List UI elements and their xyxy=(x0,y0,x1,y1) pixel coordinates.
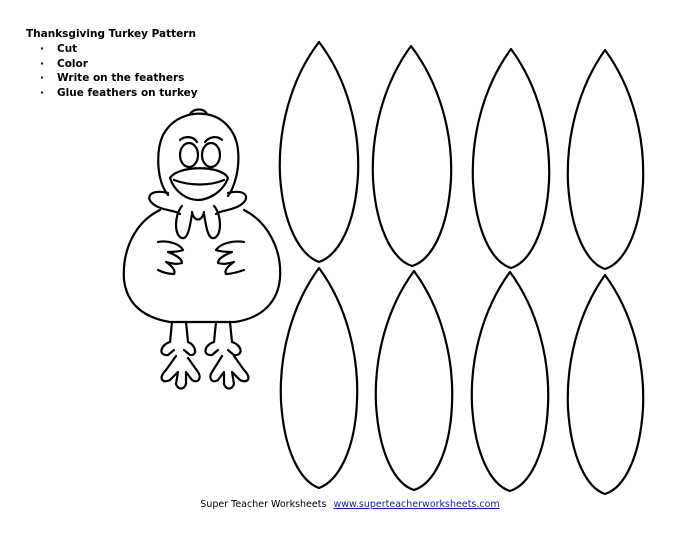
bullet-icon: · xyxy=(40,72,44,84)
feather-outline xyxy=(281,268,357,488)
feather-outline xyxy=(376,271,452,490)
worksheet-title: Thanksgiving Turkey Pattern xyxy=(26,28,196,40)
step-label: Cut xyxy=(57,43,78,55)
turkey-illustration xyxy=(124,110,280,389)
feather-outline xyxy=(473,49,549,268)
footer-brand: Super Teacher Worksheets xyxy=(200,499,327,510)
footer-url-link[interactable]: www.superteacherworksheets.com xyxy=(333,499,500,510)
step-label: Write on the feathers xyxy=(57,72,185,84)
step-label: Glue feathers on turkey xyxy=(57,86,198,99)
bullet-icon: · xyxy=(40,43,44,55)
feather-outline xyxy=(568,275,643,494)
feather-outline xyxy=(472,272,548,491)
bullet-icon: · xyxy=(40,86,44,99)
bullet-icon: · xyxy=(40,57,44,70)
feather-outline xyxy=(280,42,358,262)
step-label: Color xyxy=(57,57,88,70)
feather-outline xyxy=(373,46,451,266)
footer xyxy=(0,499,700,510)
feather-outline xyxy=(568,50,643,269)
